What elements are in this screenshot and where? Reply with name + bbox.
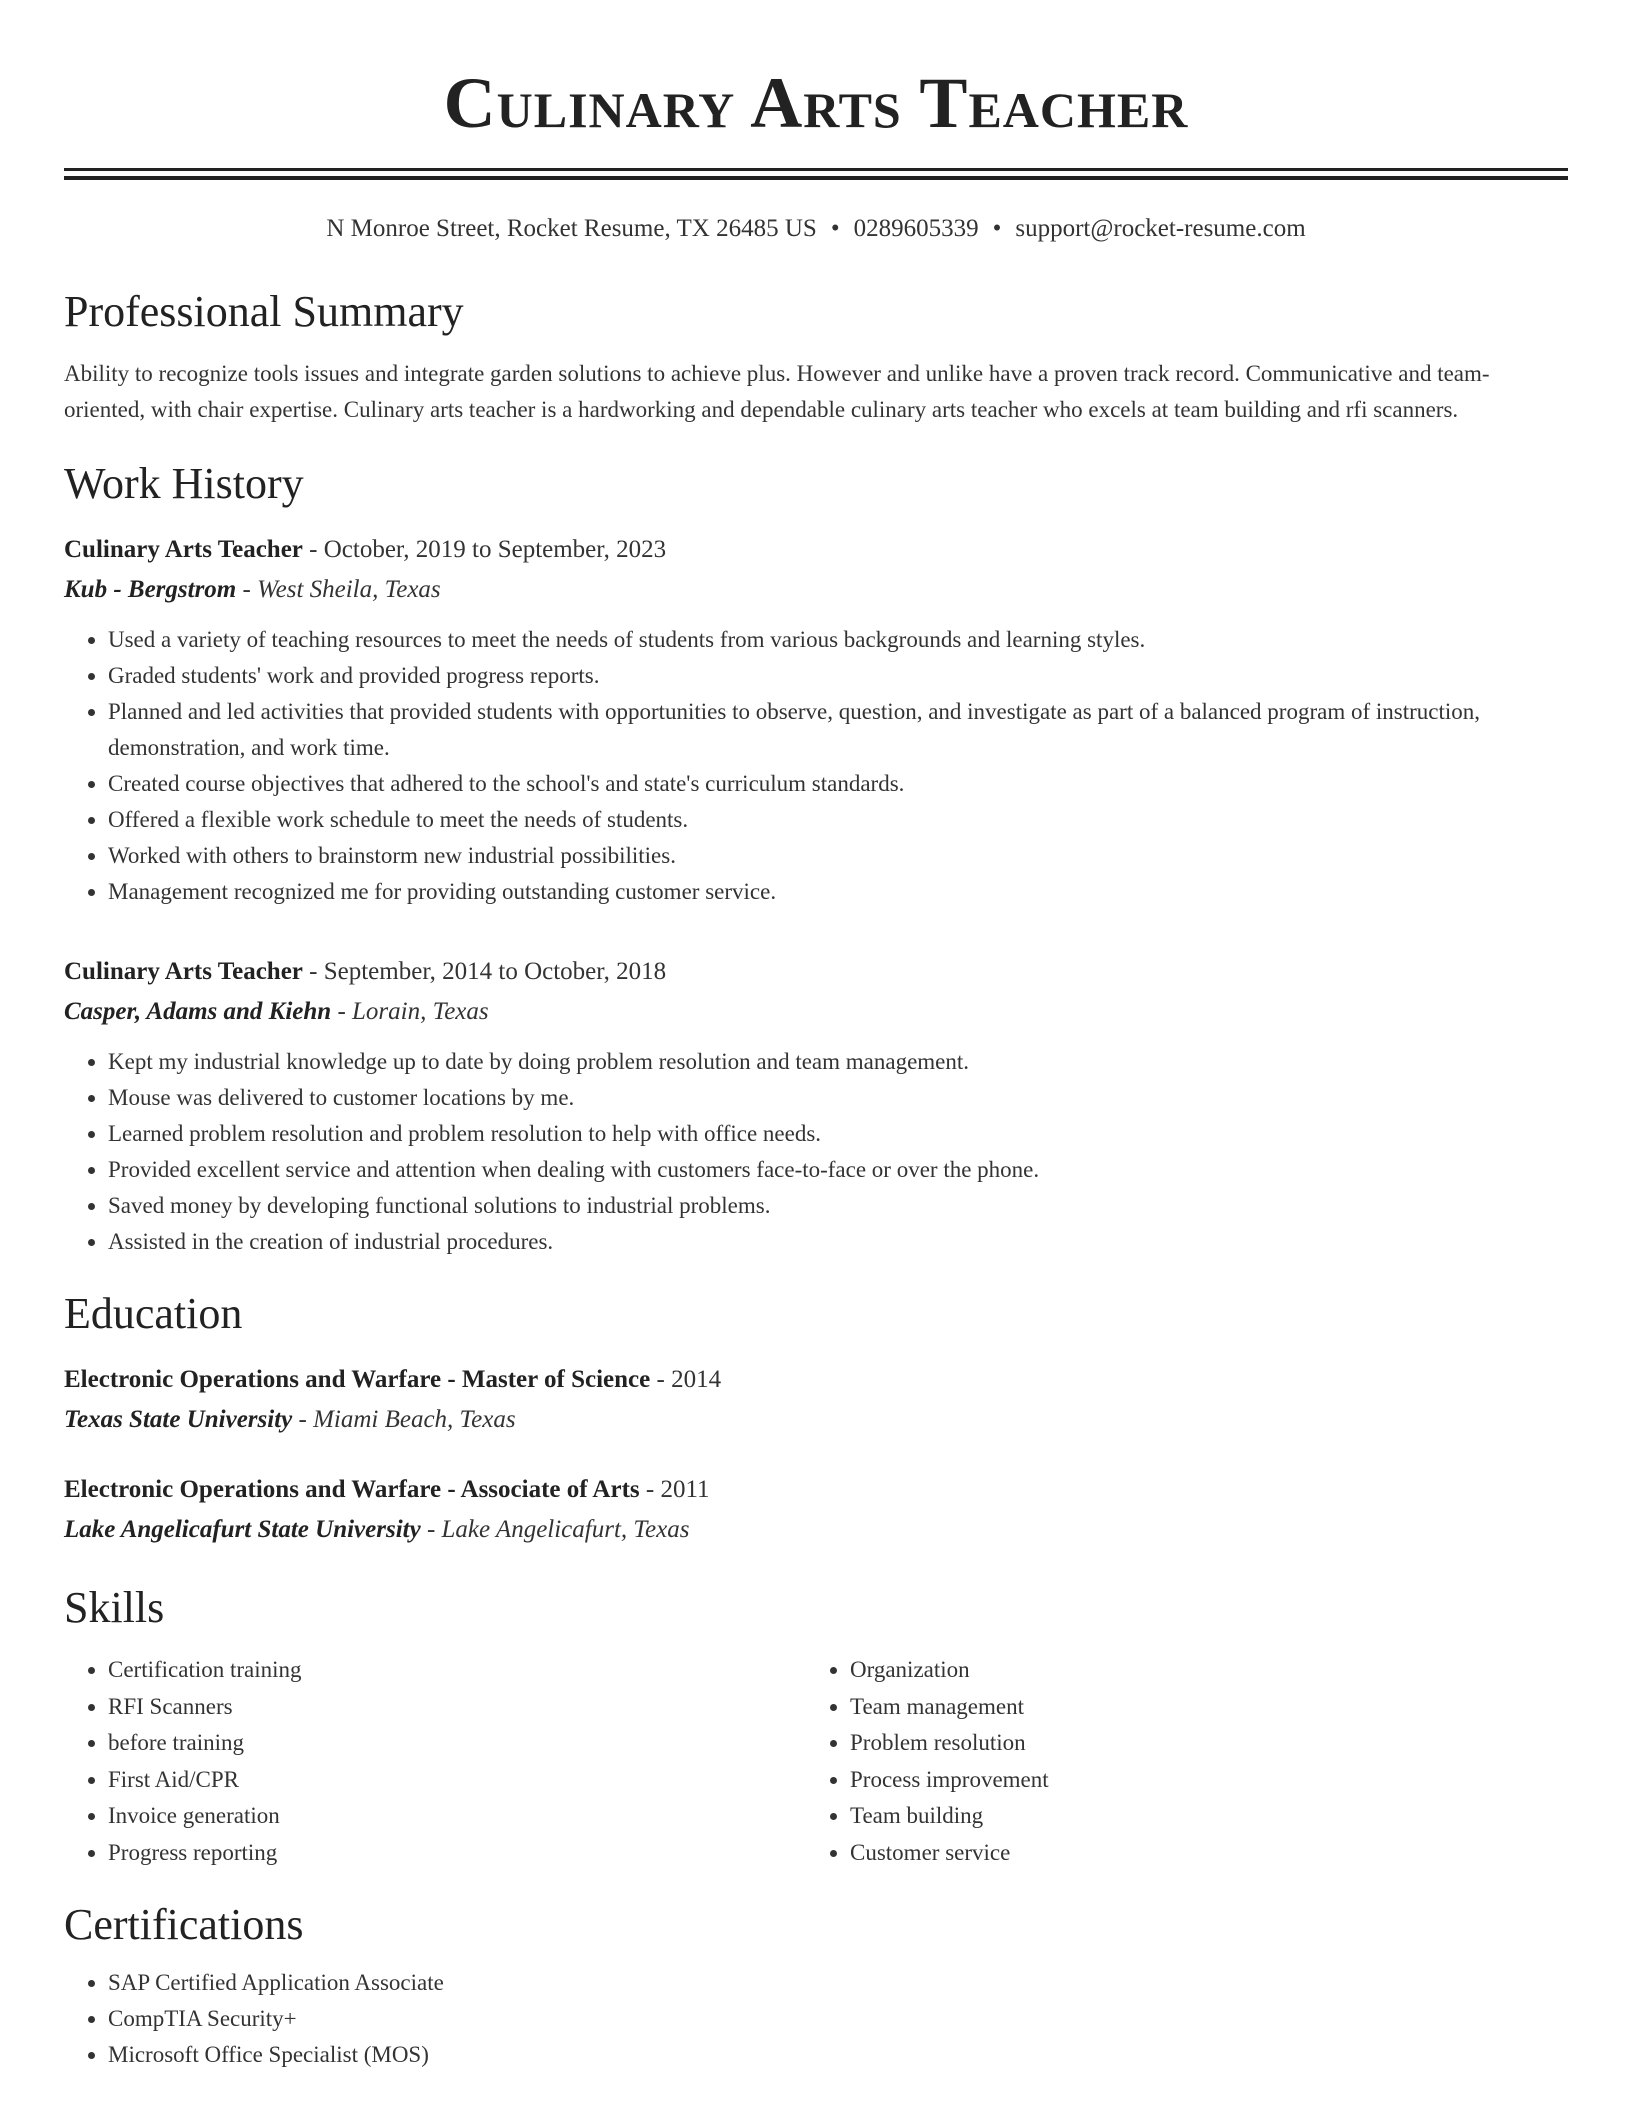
title-divider-top [64, 168, 1568, 171]
job-duty: • Planned and led activities that provided students with opportunities to observe, question, and investigate as part of a balanced program of instruction, demonstration, and work time. [108, 694, 1568, 766]
skill-item: • First Aid/CPR [108, 1762, 806, 1799]
skill-item: • Customer service [850, 1835, 1548, 1872]
education-location: - Lake Angelicafurt, Texas [420, 1516, 690, 1543]
certification-item: • CompTIA Security+ [108, 2001, 1568, 2037]
certifications-heading: Certifications [64, 1900, 304, 1949]
summary-text: Ability to recognize tools issues and integrate garden solutions to achieve plus. However and unlike have a proven track record. Communicative and team-oriented, with chair expertise. Culinary arts teacher is a hardworking and dependable culinary arts teacher who excels at team building and rfi scanners. [64, 361, 1490, 422]
education-school: Texas State University [64, 1406, 293, 1433]
job-header [64, 532, 1568, 568]
job-duties-list [64, 622, 1568, 910]
job-title: Culinary Arts Teacher [64, 958, 303, 985]
job-duty: • Provided excellent service and attention when dealing with customers face-to-face or over the phone. [108, 1152, 1568, 1188]
job-title: Culinary Arts Teacher [64, 536, 303, 563]
job-duty: • Worked with others to brainstorm new industrial possibilities. [108, 838, 1568, 874]
job-duty: • Graded students' work and provided progress reports. [108, 658, 1568, 694]
contact-address: N Monroe Street, Rocket Resume, TX 26485 US [326, 215, 817, 242]
job-duty: • Mouse was delivered to customer locations by me. [108, 1080, 1568, 1116]
contact-phone: 0289605339 [853, 215, 979, 242]
job-company: Kub - Bergstrom [64, 576, 237, 603]
job-duties-list [64, 1044, 1568, 1260]
skills-column-right [806, 1652, 1548, 1871]
resume-title: Culinary Arts Teacher [443, 63, 1189, 143]
skill-item: • Team management [850, 1689, 1548, 1726]
job-location: - Lorain, Texas [331, 998, 489, 1025]
education-location: - Miami Beach, Texas [292, 1406, 516, 1433]
job-duty: • Learned problem resolution and problem resolution to help with office needs. [108, 1116, 1568, 1152]
skill-item: • Team building [850, 1798, 1548, 1835]
education-school: Lake Angelicafurt State University [64, 1516, 421, 1543]
education-institution [64, 1402, 1568, 1438]
skill-item: • Organization [850, 1652, 1548, 1689]
education-header [64, 1362, 1568, 1398]
work-history-heading: Work History [64, 459, 304, 508]
certification-item: • Microsoft Office Specialist (MOS) [108, 2037, 1568, 2073]
education-entry [64, 1472, 1568, 1548]
certifications-list [64, 1965, 1568, 2073]
education-header [64, 1472, 1568, 1508]
job-employer [64, 572, 1568, 608]
job-duty: • Offered a flexible work schedule to meet the needs of students. [108, 802, 1568, 838]
contact-email: support@rocket-resume.com [1015, 215, 1306, 242]
job-employer [64, 994, 1568, 1030]
education-degree: Electronic Operations and Warfare - Master of Science [64, 1366, 651, 1393]
skill-item: • Certification training [108, 1652, 806, 1689]
job-duty: • Management recognized me for providing outstanding customer service. [108, 874, 1568, 910]
education-entry [64, 1362, 1568, 1438]
contact-separator: • [830, 215, 840, 242]
education-year: - 2011 [639, 1476, 710, 1503]
job-duty: • Created course objectives that adhered to the school's and state's curriculum standards. [108, 766, 1568, 802]
title-divider-bottom [64, 176, 1568, 180]
job-dates: - September, 2014 to October, 2018 [302, 958, 667, 985]
skill-item: • Progress reporting [108, 1835, 806, 1872]
job-company: Casper, Adams and Kiehn [64, 998, 332, 1025]
job-duty: • Kept my industrial knowledge up to date by doing problem resolution and team management. [108, 1044, 1568, 1080]
education-institution [64, 1512, 1568, 1548]
contact-separator: • [992, 215, 1002, 242]
job-entry [64, 954, 1568, 1260]
certification-item: • SAP Certified Application Associate [108, 1965, 1568, 2001]
job-location: - West Sheila, Texas [236, 576, 441, 603]
education-year: - 2014 [650, 1366, 722, 1393]
job-dates: - October, 2019 to September, 2023 [302, 536, 667, 563]
job-duty: • Saved money by developing functional solutions to industrial problems. [108, 1188, 1568, 1224]
education-degree: Electronic Operations and Warfare - Associate of Arts [64, 1476, 640, 1503]
summary-heading: Professional Summary [64, 287, 464, 336]
skill-item: • before training [108, 1725, 806, 1762]
skills-column-left [64, 1652, 806, 1871]
skills-grid [64, 1652, 1568, 1871]
contact-line [64, 212, 1568, 246]
skill-item: • Process improvement [850, 1762, 1548, 1799]
education-heading: Education [64, 1289, 243, 1338]
job-header [64, 954, 1568, 990]
skills-heading: Skills [64, 1583, 165, 1632]
skill-item: • Problem resolution [850, 1725, 1548, 1762]
job-duty: • Used a variety of teaching resources to meet the needs of students from various backgrounds and learning styles. [108, 622, 1568, 658]
job-duty: • Assisted in the creation of industrial procedures. [108, 1224, 1568, 1260]
skill-item: • Invoice generation [108, 1798, 806, 1835]
job-entry [64, 532, 1568, 910]
skill-item: • RFI Scanners [108, 1689, 806, 1726]
